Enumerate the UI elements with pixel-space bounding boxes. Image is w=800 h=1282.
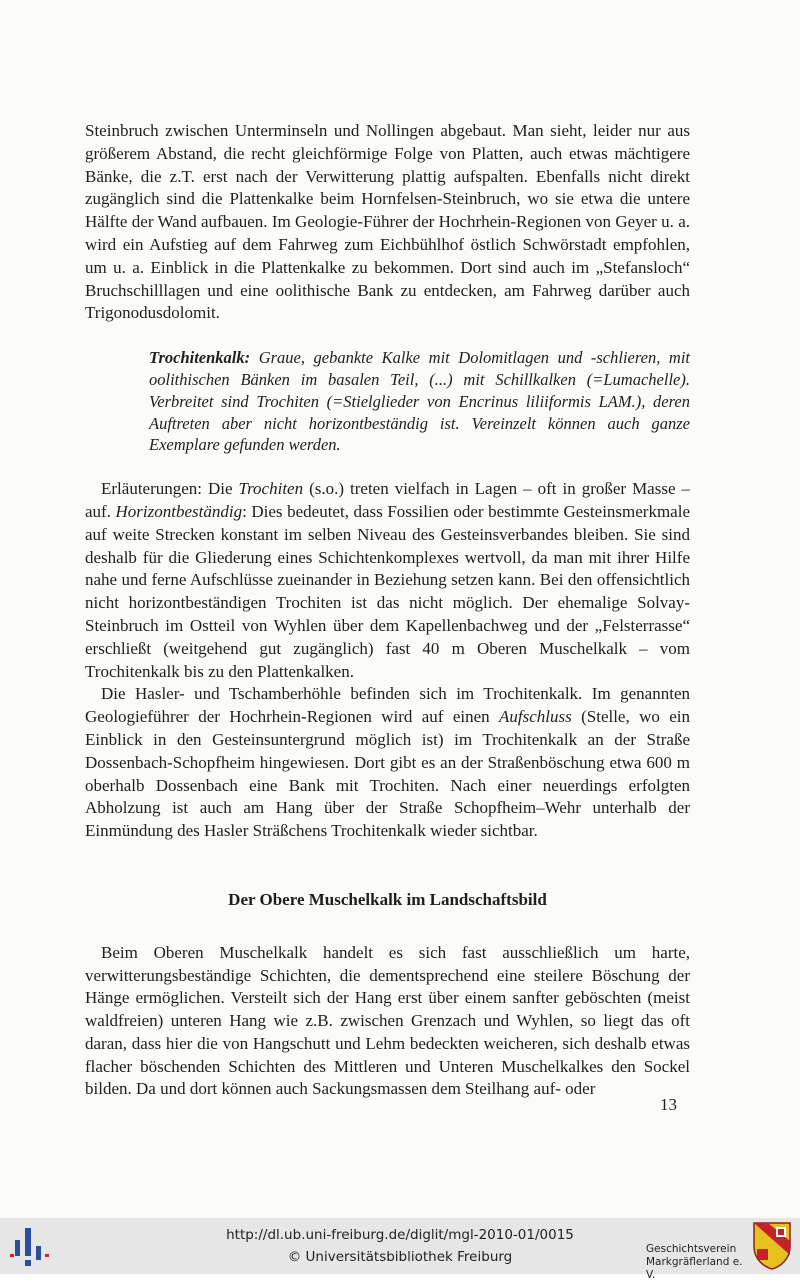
paragraph-1: Steinbruch zwischen Unterminseln und Nollingen abgebaut. Man sieht, leider nur aus größerem Abstand, die recht gleichförmige Folge von Platten, auch etwas mächtigere Bänke, die z.T. erst nach der Verwitterung plattig aufspalten. Ebenfalls nicht direkt zugänglich sind die Plattenkalke beim Hornfelsen-Steinbruch, wo sie etwa die untere Hälfte der Wand aufbauen. Im Geologie-Führer der Hochrhein-Regionen von Geyer u. a. wird ein Aufstieg auf dem Fahrweg zum Eichbühlhof östlich Schwörstadt empfohlen, um u. a. Einblick in die Plattenkalke zu bekommen. Dort sind auch im „Stefansloch“ Bruchschilllagen und eine oolithische Bank zu entdecken, am Fahrweg darüber auch Trigonodusdolomit.	[85, 121, 690, 323]
copyright-text: © Universitätsbibliothek Freiburg	[287, 1249, 513, 1265]
paragraph-4: Beim Oberen Muschelkalk handelt es sich fast ausschließlich um harte, verwitterungsbeständige Schichten, die dementsprechend eine steilere Böschung der Hänge ermöglichen. Versteilt sich der Hang erst über einem sanfter geböschten (meist waldfreien) unteren Hang wie z.B. zwischen Grenzach und Wyhlen, so liegt das oft daran, dass hier die von Hangschutt und Lehm bedeckten weicheren, sich deshalb etwas flacher böschenden Schichten des Mittleren und Unteren Muschelkalkes den Sockel bilden. Da und dort können auch Sackungsmassen dem Steilhang auf- oder	[85, 942, 690, 1099]
paragraph-2	[85, 478, 690, 683]
paragraph-3	[85, 683, 690, 843]
paragraph-3-text-b: (Stelle, wo ein Einblick in den Gesteinsuntergrund möglich ist) im Trochitenkalk an der Straße Dossenbach-Schopfheim hingewiesen. Dort gibt es an der Straßenböschung etwa 600 m oberhalb Dossenbach eine Bank mit Trochiten. Nach einer neuerdings erfolgten Abholzung ist auch am Hang über der Straße Schopfheim–Wehr unterhalb der Einmündung des Hasler Sträßchens Trochitenkalk wieder sichtbar.	[85, 707, 691, 841]
paragraph-3-italic-a: Aufschluss	[499, 707, 572, 727]
paragraph-2-italic-b: Horizontbeständig	[115, 501, 243, 521]
paragraph-2-text-b: (s.o.) treten vielfach in Lagen – oft in großer Masse – auf.	[85, 479, 690, 521]
quote-text: Graue, gebankte Kalke mit Dolomitlagen und -schlieren, mit oolithischen Bänken im basalen Teil, (...) mit Schillkalken (=Lumachelle). Verbreitet sind Trochiten (=Stielglieder von Encrinus liliiformis LAM.), deren Auftreten aber nicht horizontbeständig ist. Vereinzelt können auch ganze Exemplare gefunden werden.	[149, 348, 690, 455]
source-url-link[interactable]: http://dl.ub.uni-freiburg.de/diglit/mgl-2010-01/0015	[226, 1227, 574, 1243]
page-content	[85, 120, 690, 1101]
footer-bar	[0, 1218, 800, 1281]
paragraph-3-text-a: Die Hasler- und Tschamberhöhle befinden sich im Trochitenkalk. Im genannten Geologieführer der Hochrhein-Regionen wird auf einen	[85, 684, 690, 727]
page-number: 13	[660, 1095, 677, 1114]
paragraph-2-text-c: : Dies bedeutet, dass Fossilien oder bestimmte Gesteinsmerkmale auf weite Strecken konstant im selben Niveau des Gesteinsverbandes bleiben. Sie sind deshalb für die Gliederung eines Schichtenkomplexes wertvoll, da man mit ihrer Hilfe nahe und ferne Aufschlüsse zueinander in Beziehung setzen kann. Bei den offensichtlich nicht horizontbeständigen Trochiten ist das nicht möglich. Der ehemalige Solvay-Steinbruch im Ostteil von Wyhlen über dem Kapellenbachweg und der „Felsterrasse“ erschließt (weitgehend gut zugänglich) fast 40 m Oberen Muschelkalk – vom Trochitenkalk bis zu den Plattenkalken.	[85, 501, 690, 681]
section-heading: Der Obere Muschelkalk im Landschaftsbild	[228, 889, 547, 909]
paragraph-2-text-a: Erläuterungen: Die	[101, 479, 239, 499]
quote-block	[149, 347, 690, 456]
coat-of-arms-icon[interactable]	[752, 1221, 792, 1271]
quote-term: Trochitenkalk:	[149, 348, 251, 368]
society-name-line-1: Geschichtsverein	[646, 1243, 737, 1255]
paragraph-2-italic-a: Trochiten	[238, 479, 304, 499]
society-name	[646, 1243, 754, 1282]
society-name-line-2: Markgräflerland e. V.	[646, 1256, 743, 1281]
